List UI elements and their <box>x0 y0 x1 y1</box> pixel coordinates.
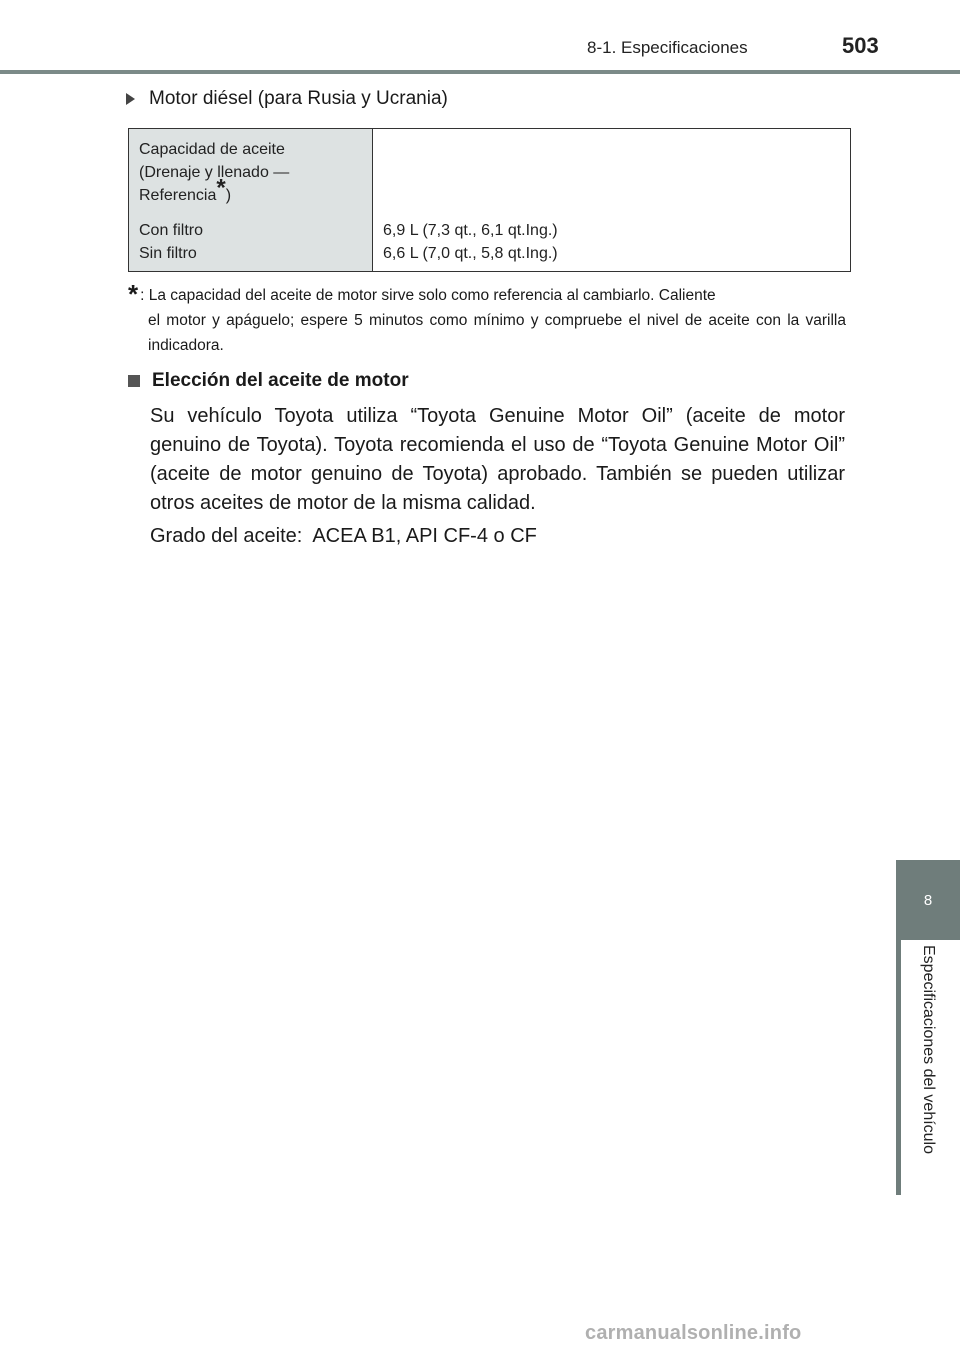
page-number: 503 <box>842 33 879 58</box>
table-row-labels <box>129 213 373 272</box>
header-rule <box>0 70 960 74</box>
table-header-line-2: (Drenaje y llenado — <box>139 164 290 181</box>
chapter-tab-label <box>896 945 960 1195</box>
oil-capacity-table <box>128 128 851 272</box>
header-section-title: 8-1. Especificaciones <box>587 38 748 57</box>
footnote-continuation: el motor y apáguelo; espere 5 minutos como mínimo y compruebe el nivel de aceite con la varilla indicadora. <box>148 312 846 354</box>
table-header-close: ) <box>225 187 232 204</box>
triangle-bullet-icon <box>126 93 135 105</box>
table-header-value <box>373 129 851 214</box>
square-bullet-icon <box>128 375 140 387</box>
footnote-line-1: : La capacidad del aceite de motor sirve solo como referencia al cambiarlo. Caliente <box>140 287 716 304</box>
chapter-tab-number: 8 <box>896 860 960 940</box>
value-without-filter: 6,6 L (7,0 qt., 5,8 qt.Ing.) <box>383 245 558 262</box>
table-header-label <box>129 129 373 214</box>
asterisk-mark: * <box>216 174 226 202</box>
section-heading <box>128 370 409 392</box>
watermark: carmanualsonline.info <box>585 1322 802 1344</box>
table-row <box>129 213 851 272</box>
section-body: Su vehículo Toyota utiliza “Toyota Genuine Motor Oil” (aceite de motor genuino de Toyota). Toyota recomienda el uso de “Toyota Genuine Motor Oil” (aceite de motor genuino de Toyota) aprobado. También se pueden utilizar otros aceites de motor de la misma calidad. <box>150 405 845 514</box>
oil-grade-value: ACEA B1, API CF-4 o CF <box>312 525 537 547</box>
label-without-filter: Sin filtro <box>139 245 197 262</box>
section-title: Elección del aceite de motor <box>152 370 409 391</box>
oil-grade <box>150 525 537 548</box>
table-header-row <box>129 129 851 214</box>
subheading-text: Motor diésel (para Rusia y Ucrania) <box>149 88 448 109</box>
table-header-line-1: Capacidad de aceite <box>139 141 285 158</box>
footnote-asterisk: * <box>128 279 139 309</box>
label-with-filter: Con filtro <box>139 222 204 239</box>
subheading <box>126 88 448 110</box>
chapter-tab-label-text: Especificaciones del vehículo <box>920 945 937 1155</box>
footnote <box>128 279 846 358</box>
table-header-line-3: Referencia <box>139 187 217 204</box>
oil-grade-label: Grado del aceite: <box>150 525 303 547</box>
value-with-filter: 6,9 L (7,3 qt., 6,1 qt.Ing.) <box>383 222 558 239</box>
table-row-values <box>373 213 851 272</box>
